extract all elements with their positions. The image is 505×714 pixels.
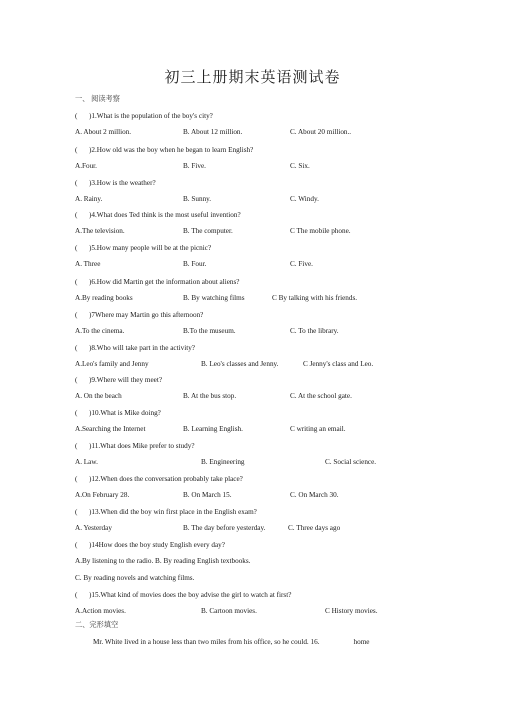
option-a: A.On February 28. <box>75 491 130 499</box>
section-heading-reading: 一、 阅读考察 <box>75 95 120 103</box>
answer-paren: ( <box>75 244 78 252</box>
question-text: )5.How many people will be at the picnic? <box>89 244 212 252</box>
question-14 <box>75 541 435 549</box>
option-c: C. On March 30. <box>290 491 339 499</box>
answer-paren: ( <box>75 442 78 450</box>
options-row <box>75 227 435 237</box>
question-text: )3.How is the weather? <box>89 179 156 187</box>
answer-paren: ( <box>75 376 78 384</box>
option-a: A.Leo's family and Jenny <box>75 360 149 368</box>
option-c: C. Three days ago <box>288 524 341 532</box>
question-text: )4.What does Ted think is the most useful invention? <box>89 211 241 219</box>
option-a: A.Four. <box>75 162 97 170</box>
option-b: B. Engineering <box>201 458 245 466</box>
option-c: C. To the library. <box>290 327 339 335</box>
option-b: B. Cartoon movies. <box>201 607 257 615</box>
question-text: )1.What is the population of the boy's city? <box>89 112 213 120</box>
option-b: B. By watching films <box>183 294 245 302</box>
options-row <box>75 392 435 402</box>
option-b: B. On March 15. <box>183 491 232 499</box>
options-row <box>75 128 435 138</box>
answer-paren: ( <box>75 146 78 154</box>
question-3 <box>75 179 435 187</box>
passage-text-after: home <box>353 638 370 646</box>
question-7 <box>75 311 435 319</box>
option-c: C. Five. <box>290 260 313 268</box>
question-9 <box>75 376 435 384</box>
question-text: )12.When does the conversation probably take place? <box>89 475 243 483</box>
answer-paren: ( <box>75 211 78 219</box>
question-12 <box>75 475 435 483</box>
options-line: C. By reading novels and watching films. <box>75 574 195 582</box>
question-11 <box>75 442 435 450</box>
option-b: B. Learning English. <box>183 425 243 433</box>
question-6 <box>75 278 435 286</box>
options-row <box>75 195 435 205</box>
option-b: B. Five. <box>183 162 206 170</box>
passage-text: Mr. White lived in a house less than two miles from his office, so he could. 16. <box>93 638 320 646</box>
option-a: A. Yesterday <box>75 524 112 532</box>
question-text: )10.What is Mike doing? <box>89 409 161 417</box>
question-10 <box>75 409 435 417</box>
option-c: C By talking with his friends. <box>272 294 358 302</box>
options-row <box>75 327 435 337</box>
options-row <box>75 458 435 468</box>
question-2 <box>75 146 435 154</box>
answer-paren: ( <box>75 475 78 483</box>
question-text: )13.When did the boy win first place in the English exam? <box>89 508 257 516</box>
option-a: A. Rainy. <box>75 195 103 203</box>
option-b: B. Leo's classes and Jenny. <box>201 360 279 368</box>
options-row <box>75 162 435 172</box>
options-row <box>75 360 435 370</box>
question-text: )6.How did Martin get the information about aliens? <box>89 278 240 286</box>
question-15 <box>75 591 435 599</box>
option-c: C. Social science. <box>325 458 377 466</box>
option-a: A. Law. <box>75 458 98 466</box>
option-c: C The mobile phone. <box>290 227 351 235</box>
options-row <box>75 425 435 435</box>
option-b: B. At the bus stop. <box>183 392 237 400</box>
question-4 <box>75 211 435 219</box>
options-row <box>75 524 435 534</box>
option-c: C. Windy. <box>290 195 319 203</box>
option-c: C writing an email. <box>290 425 346 433</box>
question-text: )15.What kind of movies does the boy advise the girl to watch at first? <box>89 591 292 599</box>
question-text: )9.Where will they meet? <box>89 376 163 384</box>
options-row <box>75 607 435 617</box>
option-a: A. Three <box>75 260 101 268</box>
option-b: B. The day before yesterday. <box>183 524 266 532</box>
answer-paren: ( <box>75 508 78 516</box>
answer-paren: ( <box>75 311 78 319</box>
option-b: B. Four. <box>183 260 207 268</box>
question-1 <box>75 112 435 120</box>
answer-paren: ( <box>75 409 78 417</box>
question-text: )11.What does Mike prefer to study? <box>89 442 195 450</box>
cloze-passage <box>93 638 433 646</box>
options-line: A.By listening to the radio. B. By reading English textbooks. <box>75 557 251 565</box>
options-row <box>75 260 435 270</box>
answer-paren: ( <box>75 344 78 352</box>
option-b: B. Sunny. <box>183 195 212 203</box>
option-a: A.To the cinema. <box>75 327 125 335</box>
option-a: A.The television. <box>75 227 125 235</box>
answer-paren: ( <box>75 112 78 120</box>
option-a: A. About 2 million. <box>75 128 132 136</box>
option-c: C. Six. <box>290 162 310 170</box>
question-13 <box>75 508 435 516</box>
answer-paren: ( <box>75 278 78 286</box>
question-8 <box>75 344 435 352</box>
section-heading-cloze: 二、完形填空 <box>75 621 119 629</box>
option-a: A.Action movies. <box>75 607 126 615</box>
option-c: C Jenny's class and Leo. <box>303 360 374 368</box>
option-a: A. On the beach <box>75 392 122 400</box>
option-b: B. About 12 million. <box>183 128 243 136</box>
page-title: 初三上册期末英语测试卷 <box>164 70 341 86</box>
answer-paren: ( <box>75 591 78 599</box>
question-text: )8.Who will take part in the activity? <box>89 344 195 352</box>
question-5 <box>75 244 435 252</box>
answer-paren: ( <box>75 179 78 187</box>
option-a: A.Searching the Internet <box>75 425 146 433</box>
question-text: )7Where may Martin go this afternoon? <box>89 311 204 319</box>
question-text: )14How does the boy study English every day? <box>89 541 225 549</box>
option-b: B. The computer. <box>183 227 233 235</box>
option-a: A.By reading books <box>75 294 133 302</box>
answer-paren: ( <box>75 541 78 549</box>
option-c: C History movies. <box>325 607 378 615</box>
option-c: C. At the school gate. <box>290 392 352 400</box>
options-row <box>75 491 435 501</box>
options-row <box>75 294 435 304</box>
option-b: B.To the museum. <box>183 327 236 335</box>
question-text: )2.How old was the boy when he began to learn English? <box>89 146 254 154</box>
option-c: C. About 20 million.. <box>290 128 352 136</box>
